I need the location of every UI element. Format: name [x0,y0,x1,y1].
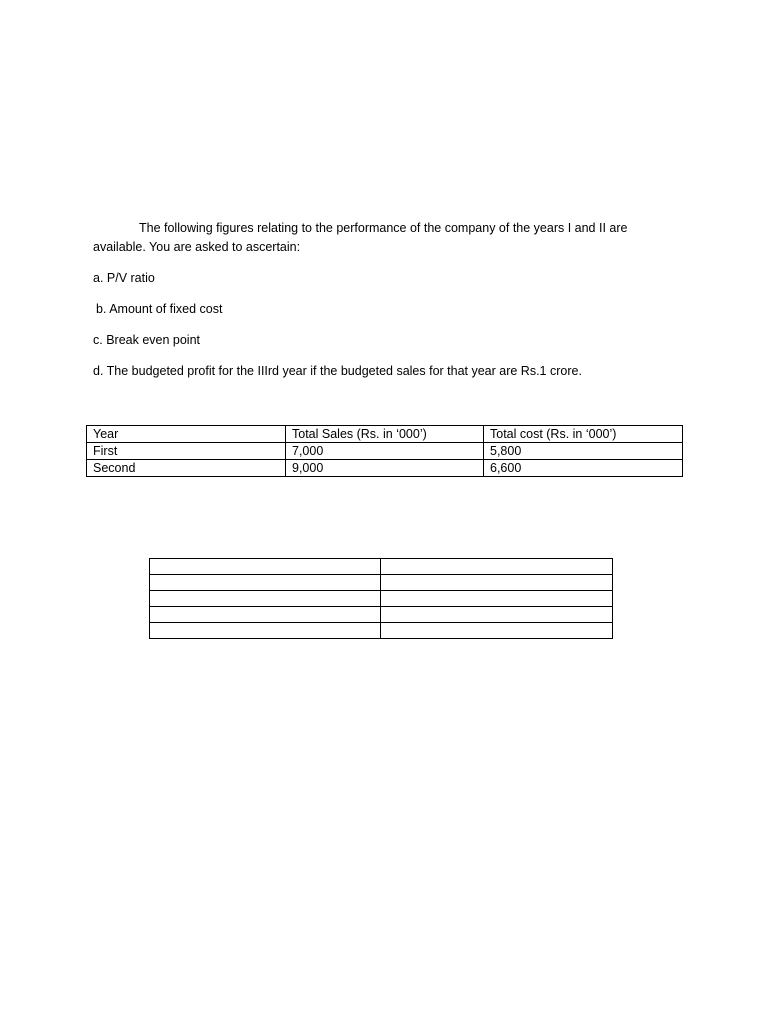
empty-table-row [150,559,613,575]
table-row [87,443,683,460]
empty-cell [150,591,381,607]
sales-cost-table [86,425,683,477]
empty-cell [381,575,613,591]
cell-total-cost: 6,600 [484,460,683,477]
empty-cell [150,623,381,639]
intro-paragraph: The following figures relating to the performance of the company of the years I and II are available. You are asked to ascertain: [93,221,628,254]
empty-table-row [150,607,613,623]
empty-table-row [150,591,613,607]
empty-cell [381,559,613,575]
table-row [87,460,683,477]
empty-cell [150,607,381,623]
question-item-d: d. The budgeted profit for the IIIrd year if the budgeted sales for that year are Rs.1 crore. [93,364,582,378]
empty-cell [381,623,613,639]
empty-table-row [150,575,613,591]
empty-cell [150,575,381,591]
empty-cell [150,559,381,575]
cell-total-cost: 5,800 [484,443,683,460]
question-item-a: a. P/V ratio [93,271,155,285]
question-item-b: b. Amount of fixed cost [96,302,223,316]
empty-table [149,558,613,639]
empty-cell [381,607,613,623]
cell-year: Second [87,460,286,477]
question-item-c: c. Break even point [93,333,201,347]
empty-cell [381,591,613,607]
header-total-sales: Total Sales (Rs. in ‘000’) [286,426,484,443]
cell-total-sales: 7,000 [286,443,484,460]
empty-table-row [150,623,613,639]
cell-year: First [87,443,286,460]
cell-total-sales: 9,000 [286,460,484,477]
header-year: Year [87,426,286,443]
table-header-row [87,426,683,443]
header-total-cost: Total cost (Rs. in ‘000’) [484,426,683,443]
